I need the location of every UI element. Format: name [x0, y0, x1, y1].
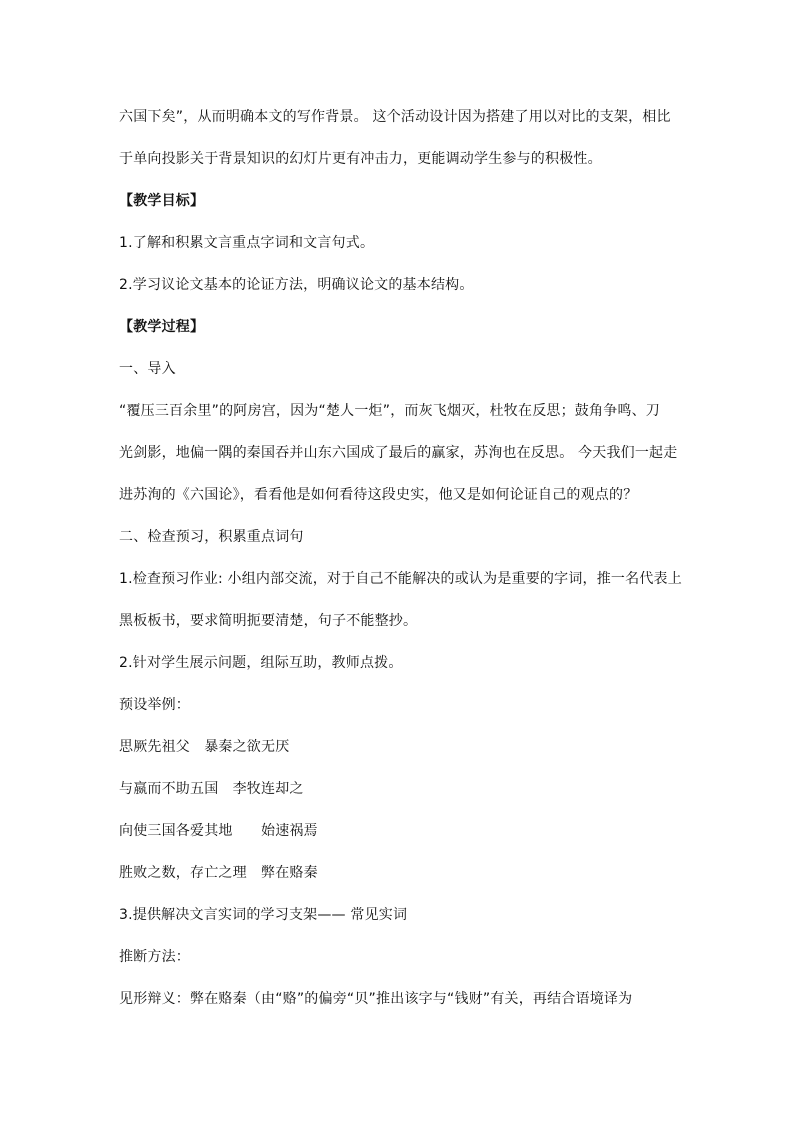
- paragraph-line: 见形辩义：弊在赂秦（由“赂”的偏旁“贝”推出该字与“钱财”有关，再结合语境译为: [119, 991, 633, 1007]
- list-item: 1.了解和积累文言重点字词和文言句式。: [119, 235, 375, 251]
- paragraph-line: 2.针对学生展示问题，组际互助，教师点拨。: [119, 655, 403, 671]
- paragraph-line: 进苏洵的《六国论》，看看他是如何看待这段史实，他又是如何论证自己的观点的？: [119, 487, 638, 503]
- example-line: 向使三国各爱其地 始速祸焉: [119, 823, 318, 839]
- example-line: 胜败之数，存亡之理 弊在赂秦: [119, 865, 318, 881]
- section-heading-teaching-goals: 【教学目标】: [119, 193, 205, 209]
- subheading-preview-check: 二、检查预习，积累重点词句: [119, 529, 304, 545]
- paragraph-line: 预设举例：: [119, 697, 190, 713]
- section-heading-teaching-process: 【教学过程】: [119, 319, 205, 335]
- paragraph-line: 3.提供解决文言实词的学习支架—— 常见实词: [119, 907, 408, 923]
- example-line: 与嬴而不助五国 李牧连却之: [119, 781, 304, 797]
- subheading-introduction: 一、导入: [119, 361, 176, 377]
- example-line: 思厥先祖父 暴秦之欲无厌: [119, 739, 290, 755]
- paragraph-line: 1.检查预习作业: 小组内部交流，对于自己不能解决的或认为是重要的字词，推一名代表上: [119, 571, 682, 587]
- paragraph-line: “覆压三百余里”的阿房宫，因为“楚人一炬”，而灰飞烟灭，杜牧在反思；鼓角争鸣、刀: [119, 403, 661, 419]
- paragraph-line: 于单向投影关于背景知识的幻灯片更有冲击力，更能调动学生参与的积极性。: [119, 151, 602, 167]
- list-item: 2.学习议论文基本的论证方法，明确议论文的基本结构。: [119, 277, 474, 293]
- paragraph-line: 推断方法：: [119, 949, 190, 965]
- paragraph-line: 黑板板书，要求简明扼要清楚，句子不能整抄。: [119, 613, 418, 629]
- paragraph-line: 光剑影，地偏一隅的秦国吞并山东六国成了最后的赢家，苏洵也在反思。 今天我们一起走: [119, 445, 678, 461]
- paragraph-line: 六国下矣”，从而明确本文的写作背景。 这个活动设计因为搭建了用以对比的支架，相比: [119, 109, 671, 125]
